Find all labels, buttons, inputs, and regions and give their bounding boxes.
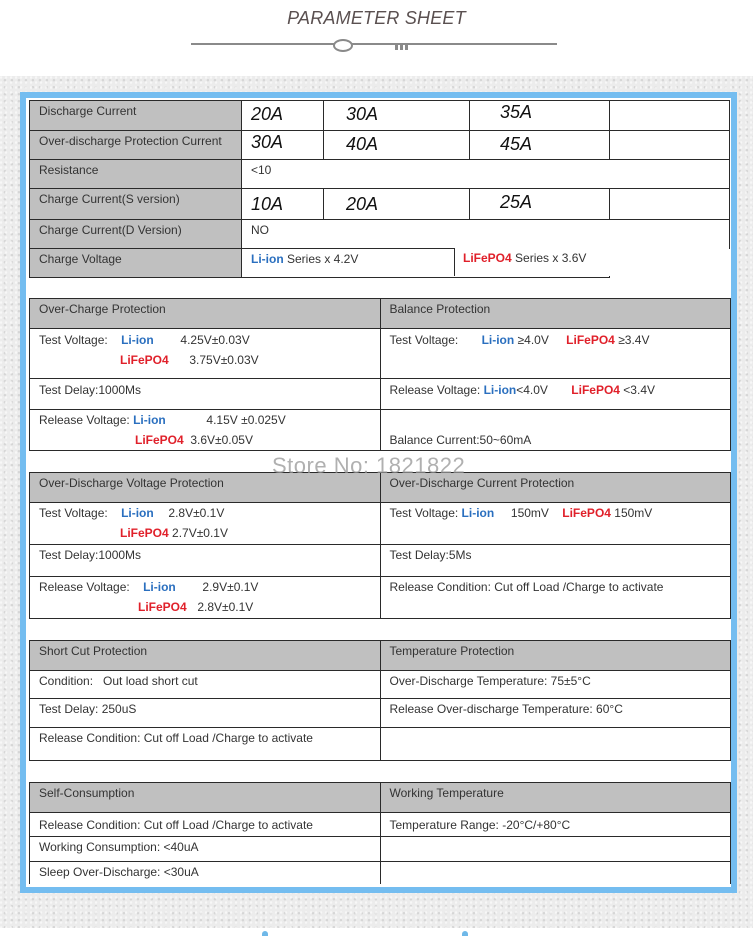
test-delay-cell: Test Delay: 250uS bbox=[30, 699, 381, 728]
lifepo4-value: 150mV bbox=[610, 506, 653, 520]
cell-value: 30A bbox=[242, 131, 324, 160]
table-row bbox=[30, 329, 731, 379]
release-temp-cell: Release Over-discharge Temperature: 60°C bbox=[380, 699, 731, 728]
test-delay-cell: Test Delay:1000Ms bbox=[30, 545, 381, 577]
li-ion-value: 2.9V±0.1V bbox=[202, 580, 259, 594]
cell-value bbox=[610, 131, 730, 160]
cell-value: 30A bbox=[324, 101, 470, 131]
store-watermark: Store No: 1821822 bbox=[272, 453, 466, 478]
parameter-frame bbox=[20, 92, 737, 893]
table-row bbox=[30, 131, 730, 160]
table-row bbox=[30, 220, 730, 249]
section-title: Over-Discharge Current Protection bbox=[380, 473, 731, 503]
condition-cell: Condition: Out load short cut bbox=[30, 671, 381, 699]
label: Test Voltage: bbox=[39, 333, 108, 347]
li-ion-label: Li-ion bbox=[483, 383, 517, 397]
lifepo4-label: LiFePO4 bbox=[120, 353, 169, 367]
table-row bbox=[30, 101, 730, 131]
release-voltage-cell bbox=[30, 577, 381, 619]
sleep-over-discharge-cell: Sleep Over-Discharge: <30uA bbox=[30, 862, 381, 885]
lifepo4-value: Series x 3.6V bbox=[511, 251, 587, 265]
table-row bbox=[30, 641, 731, 671]
test-voltage-cell bbox=[380, 329, 731, 379]
bottom-strip bbox=[0, 928, 753, 936]
row-label: Discharge Current bbox=[30, 101, 242, 131]
cell-value: 25A bbox=[470, 189, 610, 220]
row-label: Over-discharge Protection Current bbox=[30, 131, 242, 160]
page-title: PARAMETER SHEET bbox=[287, 8, 466, 28]
lifepo4-label: LiFePO4 bbox=[571, 383, 620, 397]
table-row bbox=[30, 503, 731, 545]
section-title: Self-Consumption bbox=[30, 783, 381, 813]
lifepo4-value: 2.7V±0.1V bbox=[168, 526, 228, 540]
section-title: Temperature Protection bbox=[380, 641, 731, 671]
lifepo4-value: 3.75V±0.03V bbox=[189, 353, 259, 367]
empty-cell bbox=[380, 728, 731, 761]
test-voltage-cell bbox=[30, 503, 381, 545]
divider-line bbox=[191, 43, 557, 45]
table-row bbox=[30, 160, 730, 189]
label: Test Voltage: bbox=[389, 506, 462, 520]
label: Test Voltage: bbox=[389, 333, 459, 347]
section-title: Working Temperature bbox=[380, 783, 731, 813]
lifepo4-label: LiFePO4 bbox=[138, 600, 187, 614]
cell-value: 10A bbox=[242, 189, 324, 220]
table-row bbox=[30, 728, 731, 761]
test-voltage-cell bbox=[380, 503, 731, 545]
section-title: Balance Protection bbox=[380, 299, 731, 329]
cell-value: 40A bbox=[324, 131, 470, 160]
li-ion-value: Series x 4.2V bbox=[283, 252, 359, 266]
lifepo4-value: ≥3.4V bbox=[614, 333, 650, 347]
test-delay-cell: Test Delay:1000Ms bbox=[30, 379, 381, 410]
lifepo4-label: LiFePO4 bbox=[135, 433, 184, 447]
release-voltage-cell bbox=[380, 379, 731, 410]
section-title: Over-Discharge Voltage Protection bbox=[30, 473, 381, 503]
cell-value bbox=[610, 101, 730, 131]
table-row bbox=[30, 299, 731, 329]
table-row bbox=[30, 783, 731, 813]
over-discharge-temp-cell: Over-Discharge Temperature: 75±5°C bbox=[380, 671, 731, 699]
test-voltage-cell bbox=[30, 329, 381, 379]
shortcut-temperature-table bbox=[29, 640, 731, 761]
table-row bbox=[30, 671, 731, 699]
parameter-sheet bbox=[26, 98, 731, 887]
working-consumption-cell: Working Consumption: <40uA bbox=[30, 837, 381, 862]
empty-cell bbox=[380, 862, 731, 885]
li-ion-value: 4.15V ±0.025V bbox=[206, 413, 286, 427]
label: Test Voltage: bbox=[39, 506, 108, 520]
lifepo4-label: LiFePO4 bbox=[566, 333, 615, 347]
table-row bbox=[30, 410, 731, 451]
li-ion-label: Li-ion bbox=[481, 333, 515, 347]
label: Release Voltage: bbox=[39, 413, 130, 427]
section-title: Short Cut Protection bbox=[30, 641, 381, 671]
balance-current-cell: Balance Current:50~60mA bbox=[380, 410, 731, 451]
empty-cell bbox=[380, 837, 731, 862]
table-row bbox=[30, 862, 731, 885]
li-ion-value: ≥4.0V bbox=[514, 333, 549, 347]
cell-value bbox=[610, 189, 730, 220]
li-ion-value: 2.8V±0.1V bbox=[168, 506, 225, 520]
lifepo4-value: <3.4V bbox=[619, 383, 655, 397]
release-voltage-cell bbox=[30, 410, 381, 451]
consumption-table bbox=[29, 782, 731, 884]
decorative-dot-icon bbox=[262, 931, 268, 936]
overdischarge-table bbox=[29, 472, 731, 619]
label: Release Voltage: bbox=[389, 383, 484, 397]
lifepo4-label: LiFePO4 bbox=[120, 526, 169, 540]
temperature-range-cell: Temperature Range: -20°C/+80°C bbox=[380, 813, 731, 837]
cell-value: 35A bbox=[470, 101, 610, 131]
release-condition-cell: Release Condition: Cut off Load /Charge to activate bbox=[30, 728, 381, 761]
lifepo4-value: 2.8V±0.1V bbox=[197, 600, 254, 614]
row-label: Resistance bbox=[30, 160, 242, 189]
release-condition-cell: Release Condition: Cut off Load /Charge to activate bbox=[30, 813, 381, 837]
cell-value: 20A bbox=[242, 101, 324, 131]
li-ion-label: Li-ion bbox=[121, 333, 154, 347]
li-ion-label: Li-ion bbox=[143, 580, 176, 594]
cell-value: 45A bbox=[470, 131, 610, 160]
charge-voltage-lifepo4-cell bbox=[454, 248, 729, 276]
key-icon bbox=[333, 39, 353, 52]
decorative-dot-icon bbox=[462, 931, 468, 936]
table-row bbox=[30, 189, 730, 220]
table-row bbox=[30, 545, 731, 577]
page-header bbox=[0, 0, 753, 76]
li-ion-label: Li-ion bbox=[461, 506, 495, 520]
table-row bbox=[30, 699, 731, 728]
table-row bbox=[30, 837, 731, 862]
key-teeth-icon bbox=[395, 45, 409, 50]
row-label: Charge Current(D Version) bbox=[30, 220, 242, 249]
cell-value: NO bbox=[242, 220, 730, 249]
overcharge-balance-table bbox=[29, 298, 731, 451]
li-ion-label: Li-ion bbox=[133, 413, 166, 427]
row-label: Charge Current(S version) bbox=[30, 189, 242, 220]
lifepo4-label: LiFePO4 bbox=[562, 506, 611, 520]
section-title: Over-Charge Protection bbox=[30, 299, 381, 329]
table-row bbox=[30, 379, 731, 410]
li-ion-value: 4.25V±0.03V bbox=[180, 333, 250, 347]
li-ion-value: <4.0V bbox=[516, 383, 548, 397]
table-row bbox=[30, 813, 731, 837]
li-ion-value: 150mV bbox=[510, 506, 549, 520]
table-row bbox=[30, 577, 731, 619]
li-ion-label: Li-ion bbox=[251, 252, 284, 266]
lifepo4-value: 3.6V±0.05V bbox=[190, 433, 253, 447]
cell-value: <10 bbox=[242, 160, 730, 189]
cell-value: 20A bbox=[324, 189, 470, 220]
lifepo4-label: LiFePO4 bbox=[463, 251, 512, 265]
row-label: Charge Voltage bbox=[30, 249, 242, 278]
test-delay-cell: Test Delay:5Ms bbox=[380, 545, 731, 577]
release-condition-cell: Release Condition: Cut off Load /Charge to activate bbox=[380, 577, 731, 619]
li-ion-label: Li-ion bbox=[121, 506, 154, 520]
table-row bbox=[30, 473, 731, 503]
label: Release Voltage: bbox=[39, 580, 130, 594]
